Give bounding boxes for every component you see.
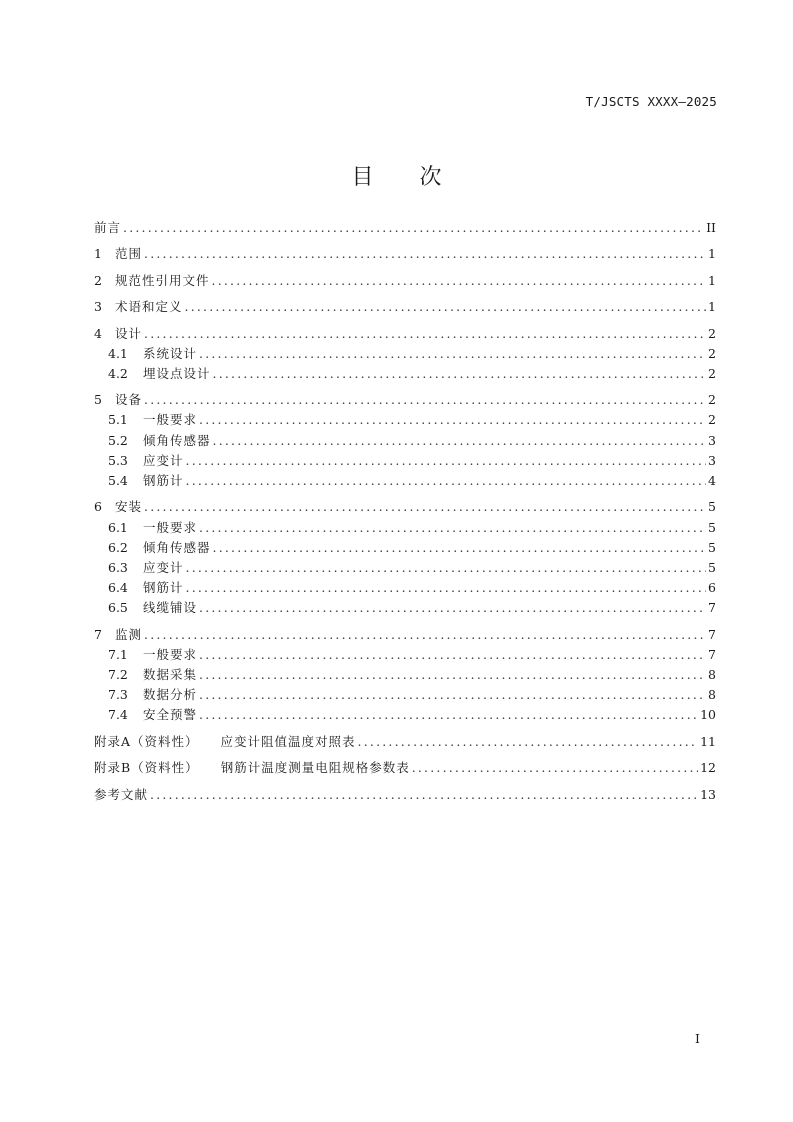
toc-entry-page: 2 bbox=[708, 345, 716, 361]
toc-entry[interactable] bbox=[94, 645, 716, 665]
toc-entry-label: 范围 bbox=[115, 246, 143, 262]
toc-entry-label: 设备 bbox=[115, 392, 143, 408]
toc-entry-number: 1 bbox=[94, 246, 102, 262]
toc-entry[interactable] bbox=[94, 218, 716, 238]
toc-leader-dots bbox=[412, 760, 698, 775]
toc-leader-dots bbox=[212, 273, 706, 288]
toc-entry-page: 2 bbox=[708, 412, 716, 428]
toc-entry[interactable] bbox=[94, 471, 716, 491]
toc-entry-label: 倾角传感器 bbox=[143, 432, 211, 448]
toc-entry-number: 5 bbox=[94, 392, 102, 408]
toc-entry[interactable] bbox=[94, 732, 716, 752]
toc-entry[interactable] bbox=[94, 271, 716, 291]
toc-entry-label: 埋设点设计 bbox=[143, 365, 211, 381]
toc-leader-dots bbox=[358, 734, 699, 749]
toc-entry-page: 7 bbox=[708, 600, 716, 616]
toc-entry-page: 5 bbox=[708, 519, 716, 535]
toc-entry-number: 5.1 bbox=[108, 412, 128, 428]
toc-entry-label: 倾角传感器 bbox=[143, 539, 211, 555]
toc-entry-label: 前言 bbox=[94, 220, 122, 235]
toc-entry[interactable] bbox=[94, 390, 716, 410]
toc-leader-dots bbox=[199, 520, 706, 535]
toc-entry-number: 4 bbox=[94, 325, 102, 341]
toc-leader-dots bbox=[199, 667, 706, 682]
toc-leader-dots bbox=[186, 453, 706, 468]
toc-entry[interactable] bbox=[94, 344, 716, 364]
toc-appendix-name: 钢筋计温度测量电阻规格参数表 bbox=[220, 760, 410, 776]
toc-entry-page: 3 bbox=[708, 432, 716, 448]
table-of-contents bbox=[94, 218, 716, 805]
toc-entry-label: 参考文献 bbox=[94, 786, 149, 802]
page-title bbox=[0, 160, 793, 191]
toc-leader-dots bbox=[199, 600, 706, 615]
toc-entry-number: 6.1 bbox=[108, 519, 128, 535]
toc-entry-label: 一般要求 bbox=[143, 519, 198, 535]
toc-entry[interactable] bbox=[94, 497, 716, 517]
toc-entry[interactable] bbox=[94, 785, 716, 805]
toc-leader-dots bbox=[213, 433, 706, 448]
toc-entry-page: 1 bbox=[708, 299, 716, 315]
toc-entry-label: 线缆铺设 bbox=[143, 600, 198, 616]
toc-entry-number: 3 bbox=[94, 299, 102, 315]
toc-leader-dots bbox=[199, 412, 706, 427]
toc-entry[interactable] bbox=[94, 705, 716, 725]
toc-entry-label: 应变计 bbox=[143, 559, 184, 575]
toc-entry-number: 5.4 bbox=[108, 473, 128, 488]
toc-entry-number: 4.1 bbox=[108, 345, 128, 361]
toc-entry-page: 2 bbox=[708, 365, 716, 381]
toc-entry-page: 13 bbox=[700, 786, 716, 802]
toc-leader-dots bbox=[144, 627, 706, 642]
toc-entry[interactable] bbox=[94, 598, 716, 618]
toc-entry[interactable] bbox=[94, 578, 716, 598]
toc-entry-page: 1 bbox=[708, 246, 716, 262]
toc-entry-label: 安全预警 bbox=[143, 707, 198, 723]
toc-entry-number: 6.3 bbox=[108, 559, 128, 575]
toc-entry-page: 7 bbox=[708, 626, 716, 642]
toc-entry-number: 4.2 bbox=[108, 365, 128, 381]
toc-entry-label: 附录B（资料性） bbox=[94, 760, 199, 776]
toc-entry-page: 12 bbox=[700, 760, 716, 776]
toc-entry-number: 5.3 bbox=[108, 452, 128, 468]
toc-entry[interactable] bbox=[94, 431, 716, 451]
toc-entry-page: 8 bbox=[708, 687, 716, 703]
toc-entry-number: 6.2 bbox=[108, 539, 128, 555]
toc-entry-label: 钢筋计 bbox=[143, 580, 184, 596]
toc-entry[interactable] bbox=[94, 538, 716, 558]
toc-entry[interactable] bbox=[94, 558, 716, 578]
toc-entry-label: 安装 bbox=[115, 499, 143, 515]
toc-entry-page: 5 bbox=[708, 559, 716, 575]
toc-entry[interactable] bbox=[94, 518, 716, 538]
toc-entry-number: 7.4 bbox=[108, 707, 128, 723]
toc-entry[interactable] bbox=[94, 625, 716, 645]
toc-leader-dots bbox=[199, 707, 698, 722]
toc-leader-dots bbox=[199, 647, 706, 662]
toc-entry-page: 10 bbox=[700, 707, 716, 723]
toc-entry[interactable] bbox=[94, 451, 716, 471]
toc-leader-dots bbox=[185, 299, 706, 314]
toc-leader-dots bbox=[186, 580, 706, 595]
toc-entry-page: 6 bbox=[708, 580, 716, 596]
toc-entry-page: 2 bbox=[708, 325, 716, 341]
toc-entry-label: 监测 bbox=[115, 626, 143, 642]
toc-entry-number: 7.1 bbox=[108, 646, 128, 662]
toc-entry[interactable] bbox=[94, 297, 716, 317]
toc-leader-dots bbox=[123, 220, 704, 235]
toc-entry-page: 7 bbox=[708, 646, 716, 662]
toc-entry-number: 2 bbox=[94, 272, 102, 288]
toc-entry-label: 数据采集 bbox=[143, 667, 198, 683]
toc-entry[interactable] bbox=[94, 364, 716, 384]
toc-leader-dots bbox=[144, 392, 706, 407]
toc-leader-dots bbox=[186, 560, 706, 575]
toc-entry-label: 术语和定义 bbox=[115, 299, 183, 315]
toc-entry-number: 7 bbox=[94, 626, 102, 642]
toc-entry-number: 6.4 bbox=[108, 580, 128, 596]
toc-entry-label: 设计 bbox=[115, 325, 143, 341]
toc-entry[interactable] bbox=[94, 244, 716, 264]
toc-entry-label: 钢筋计 bbox=[143, 473, 184, 488]
toc-entry-page: 5 bbox=[708, 499, 716, 515]
title-char-1: 目 bbox=[351, 165, 374, 190]
toc-entry-page: II bbox=[706, 220, 716, 235]
toc-entry-page: 5 bbox=[708, 539, 716, 555]
toc-entry-label: 一般要求 bbox=[143, 646, 198, 662]
toc-leader-dots bbox=[144, 499, 706, 514]
toc-entry[interactable] bbox=[94, 758, 716, 778]
toc-entry-number: 5.2 bbox=[108, 432, 128, 448]
toc-entry-label: 一般要求 bbox=[143, 412, 198, 428]
toc-entry-number: 7.3 bbox=[108, 687, 128, 703]
toc-entry-page: 11 bbox=[700, 733, 716, 749]
toc-entry-label: 数据分析 bbox=[143, 687, 198, 703]
toc-entry-number: 7.2 bbox=[108, 667, 128, 683]
toc-entry[interactable] bbox=[94, 410, 716, 430]
toc-leader-dots bbox=[199, 346, 706, 361]
toc-entry-page: 1 bbox=[708, 272, 716, 288]
toc-appendix-name: 应变计阻值温度对照表 bbox=[220, 733, 356, 749]
toc-entry-label: 规范性引用文件 bbox=[115, 272, 210, 288]
toc-leader-dots bbox=[144, 246, 706, 261]
toc-entry[interactable] bbox=[94, 685, 716, 705]
toc-entry-page: 4 bbox=[708, 473, 716, 488]
toc-entry-page: 8 bbox=[708, 667, 716, 683]
toc-entry-number: 6 bbox=[94, 499, 102, 515]
toc-entry[interactable] bbox=[94, 324, 716, 344]
toc-leader-dots bbox=[186, 473, 706, 488]
page-number: I bbox=[695, 1031, 700, 1046]
toc-leader-dots bbox=[213, 366, 706, 381]
title-char-2: 次 bbox=[419, 165, 442, 190]
toc-leader-dots bbox=[213, 540, 706, 555]
toc-entry-label: 应变计 bbox=[143, 452, 184, 468]
toc-leader-dots bbox=[150, 787, 698, 802]
toc-leader-dots bbox=[199, 687, 706, 702]
document-code: T/JSCTS XXXX—2025 bbox=[585, 94, 717, 109]
toc-entry-page: 3 bbox=[708, 452, 716, 468]
toc-entry-label: 系统设计 bbox=[143, 345, 198, 361]
toc-entry[interactable] bbox=[94, 665, 716, 685]
toc-entry-page: 2 bbox=[708, 392, 716, 408]
toc-entry-number: 6.5 bbox=[108, 600, 128, 616]
toc-leader-dots bbox=[144, 326, 706, 341]
toc-entry-label: 附录A（资料性） bbox=[94, 733, 199, 749]
